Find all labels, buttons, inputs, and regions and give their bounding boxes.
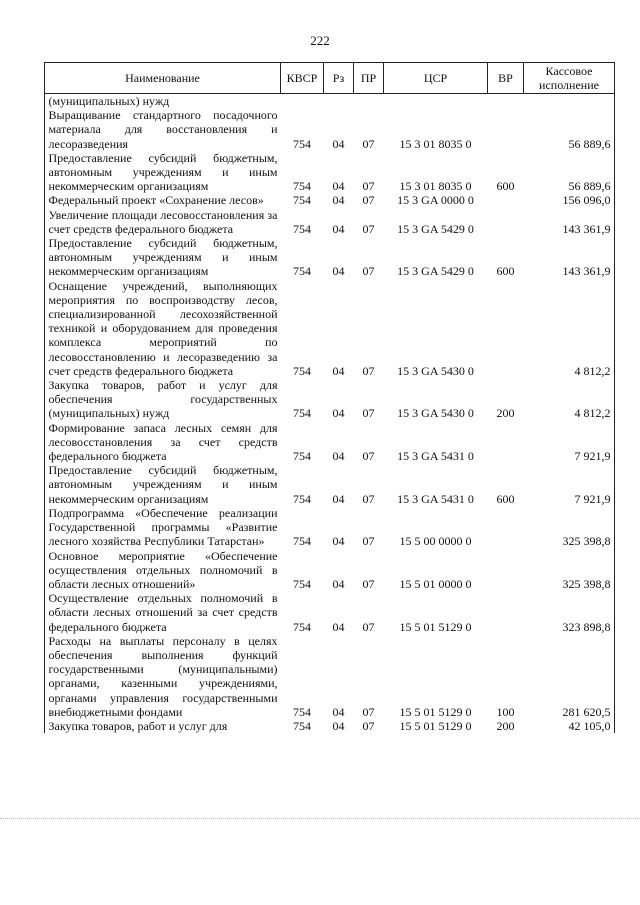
- row-name: Федеральный проект «Сохранение лесов»: [48, 193, 264, 208]
- row-sum: 156 096,0: [562, 193, 611, 208]
- row-kvsr: 754: [293, 718, 311, 733]
- row-pr: 07: [362, 619, 375, 634]
- row-csr: 15 3 01 8035 0: [399, 136, 472, 151]
- row-vr: 600: [496, 264, 515, 279]
- row-sum: 56 889,6: [568, 179, 611, 194]
- budget-table: [44, 62, 615, 733]
- row-vr: [488, 193, 524, 207]
- row-csr: 15 5 01 5129 0: [399, 704, 472, 719]
- row-sum: 143 361,9: [562, 264, 611, 279]
- row-name: Предоставление субсидий бюджетным, автономным учреждениям и иным некоммерческим организациям: [48, 150, 278, 194]
- row-vr: 200: [496, 718, 515, 733]
- row-rz: 04: [332, 264, 345, 279]
- row-sum: 281 620,5: [562, 704, 611, 719]
- row-pr: 07: [362, 136, 375, 151]
- row-sum: 4 812,2: [574, 406, 611, 421]
- row-rz: 04: [332, 718, 345, 733]
- row-kvsr: 754: [293, 179, 311, 194]
- row-rz: 04: [332, 136, 345, 151]
- row-csr: 15 3 GA 5430 0: [397, 406, 474, 421]
- row-vr: [488, 591, 524, 634]
- row-rz: 04: [332, 406, 345, 421]
- row-pr: 07: [362, 179, 375, 194]
- row-name: Предоставление субсидий бюджетным, автономным учреждениям и иным некоммерческим организациям: [48, 236, 278, 279]
- row-name: Предоставление субсидий бюджетным, автономным учреждениям и иным некоммерческим организациям: [48, 463, 278, 506]
- table-row: [45, 549, 615, 592]
- row-name: Оснащение учреждений, выполняющих мероприятия по воспроизводству лесов, специализированной лесохозяйственной техникой и оборудованием для проведения комплекса мероприятий по лесовосстановлению и лесоразведению за счет средств федерального бюджета: [48, 278, 278, 378]
- row-csr: 15 3 GA 5431 0: [397, 491, 474, 506]
- row-pr: 07: [362, 491, 375, 506]
- row-sum: 325 398,8: [562, 534, 611, 549]
- row-sum: 4 812,2: [574, 363, 611, 378]
- table-row: [45, 506, 615, 549]
- row-vr: [488, 506, 524, 549]
- row-kvsr: 754: [293, 363, 311, 378]
- row-csr: 15 3 GA 5431 0: [397, 449, 474, 464]
- row-vr: 200: [496, 406, 515, 421]
- row-rz: 04: [332, 619, 345, 634]
- table-row: [45, 193, 615, 207]
- row-csr: 15 3 GA 5429 0: [397, 264, 474, 279]
- row-rz: 04: [332, 221, 345, 236]
- row-rz: [324, 94, 354, 109]
- row-pr: 07: [362, 449, 375, 464]
- row-vr: 600: [496, 491, 515, 506]
- row-csr: 15 3 GA 0000 0: [397, 193, 474, 208]
- row-name: Формирование запаса лесных семян для лесовосстановления за счет средств федерального бюджета: [48, 420, 278, 464]
- page-number: 222: [310, 33, 330, 48]
- table-row: [45, 634, 615, 719]
- row-vr: [488, 421, 524, 464]
- row-kvsr: [281, 94, 324, 109]
- row-kvsr: 754: [293, 449, 311, 464]
- row-pr: 07: [362, 363, 375, 378]
- table-row: [45, 279, 615, 378]
- row-rz: 04: [332, 491, 345, 506]
- table-row: [45, 94, 615, 109]
- header-csr: ЦСР: [384, 63, 488, 94]
- row-sum: 42 105,0: [568, 718, 611, 733]
- row-pr: 07: [362, 264, 375, 279]
- table-left-border: [44, 62, 45, 733]
- row-name: Закупка товаров, работ и услуг для: [48, 718, 228, 733]
- row-pr: [354, 94, 384, 109]
- row-csr: [384, 94, 488, 109]
- row-kvsr: 754: [293, 264, 311, 279]
- row-vr: [488, 208, 524, 236]
- header-vr: ВР: [488, 63, 524, 94]
- row-rz: 04: [332, 193, 345, 208]
- row-name: Основное мероприятие «Обеспечение осуществления отдельных полномочий в области лесных отношений»: [48, 548, 278, 591]
- row-pr: 07: [362, 534, 375, 549]
- row-name: Увеличение площади лесовосстановления за счет средств федерального бюджета: [48, 207, 278, 236]
- row-pr: 07: [362, 718, 375, 733]
- table-row: [45, 236, 615, 279]
- row-sum: 7 921,9: [574, 449, 611, 464]
- header-rz: Рз: [324, 63, 354, 94]
- row-kvsr: 754: [293, 406, 311, 421]
- row-kvsr: 754: [293, 193, 311, 208]
- table-row: [45, 719, 615, 733]
- row-kvsr: 754: [293, 491, 311, 506]
- table-row: [45, 108, 615, 151]
- row-rz: 04: [332, 534, 345, 549]
- row-kvsr: 754: [293, 221, 311, 236]
- row-pr: 07: [362, 193, 375, 208]
- row-sum: [524, 94, 615, 109]
- row-kvsr: 754: [293, 576, 311, 591]
- row-csr: 15 5 01 5129 0: [399, 619, 472, 634]
- row-sum: 323 898,8: [562, 619, 611, 634]
- header-sum: Кассовое исполнение: [524, 63, 615, 94]
- row-csr: 15 5 01 0000 0: [399, 576, 472, 591]
- row-kvsr: 754: [293, 619, 311, 634]
- row-name: (муниципальных) нужд: [45, 94, 281, 109]
- row-kvsr: 754: [293, 534, 311, 549]
- table-row: [45, 463, 615, 506]
- row-name: Закупка товаров, работ и услуг для обеспечения государственных (муниципальных) нужд: [48, 378, 278, 421]
- row-csr: 15 3 GA 5430 0: [397, 363, 474, 378]
- row-pr: 07: [362, 576, 375, 591]
- row-pr: 07: [362, 406, 375, 421]
- row-rz: 04: [332, 449, 345, 464]
- table-row: [45, 421, 615, 464]
- table-right-border: [614, 62, 615, 733]
- row-sum: 56 889,6: [568, 136, 611, 151]
- table-row: [45, 151, 615, 194]
- row-sum: 143 361,9: [562, 221, 611, 236]
- header-name: Наименование: [45, 63, 281, 94]
- table-body: [45, 94, 615, 734]
- header-kvsr: КВСР: [281, 63, 324, 94]
- row-vr: [488, 549, 524, 592]
- table-row: [45, 591, 615, 634]
- row-name: Осуществление отдельных полномочий в области лесных отношений за счет средств федерального бюджета: [48, 591, 278, 634]
- row-vr: 600: [496, 179, 515, 194]
- row-csr: 15 5 01 5129 0: [399, 718, 472, 733]
- row-sum: 7 921,9: [574, 491, 611, 506]
- row-rz: 04: [332, 704, 345, 719]
- row-kvsr: 754: [293, 704, 311, 719]
- row-rz: 04: [332, 576, 345, 591]
- header-pr: ПР: [354, 63, 384, 94]
- row-kvsr: 754: [293, 136, 311, 151]
- table-row: [45, 208, 615, 236]
- row-vr: [488, 108, 524, 151]
- row-csr: 15 3 GA 5429 0: [397, 221, 474, 236]
- row-pr: 07: [362, 221, 375, 236]
- row-rz: 04: [332, 363, 345, 378]
- page-bottom-dots: [0, 818, 640, 820]
- row-vr: [488, 94, 524, 109]
- row-rz: 04: [332, 179, 345, 194]
- row-vr: [488, 279, 524, 378]
- row-csr: 15 3 01 8035 0: [399, 179, 472, 194]
- row-csr: 15 5 00 0000 0: [399, 534, 472, 549]
- table-header: [45, 63, 615, 94]
- table-row: [45, 378, 615, 421]
- row-sum: 325 398,8: [562, 576, 611, 591]
- row-name: Подпрограмма «Обеспечение реализации Государственной программы «Развитие лесного хозяйства Республики Татарстан»: [48, 505, 278, 549]
- row-pr: 07: [362, 704, 375, 719]
- row-vr: 100: [496, 704, 515, 719]
- row-name: Расходы на выплаты персоналу в целях обеспечения выполнения функций государственными (муниципальными) органами, казенными учреждениями, органами управления государственными внебюджетными фондами: [48, 633, 278, 719]
- row-name: Выращивание стандартного посадочного материала для восстановления и лесоразведения: [48, 108, 278, 151]
